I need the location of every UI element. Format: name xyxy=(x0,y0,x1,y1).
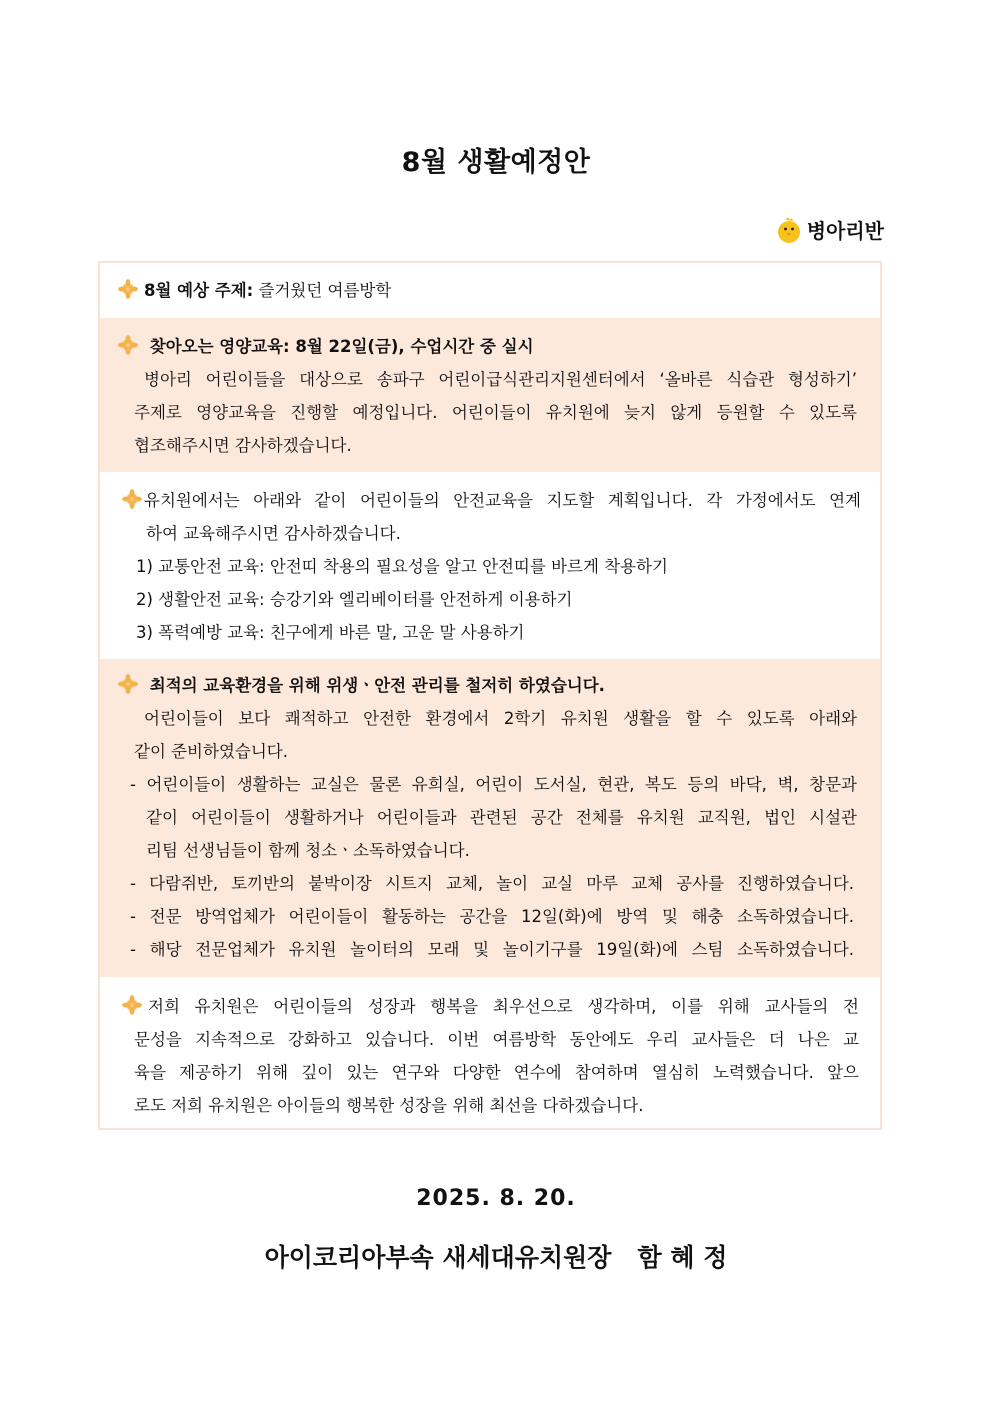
hygiene-line: 같이 어린이들이 생활하거나 어린이들과 관련된 공간 전체를 유치원 교직원, 법인 시설관 xyxy=(146,808,857,827)
hygiene-item: - 해당 전문업체가 유치원 놀이터의 모래 및 놀이기구를 19일(화)에 스팀 소독하였습니다. xyxy=(130,940,854,959)
hygiene-item: - 어린이들이 생활하는 교실은 물론 유희실, 어린이 도서실, 현관, 복도 등의 바닥, 벽, 창문과 xyxy=(130,775,857,794)
nutrition-section xyxy=(100,318,880,472)
content-frame xyxy=(98,261,882,1130)
safety-item: 2) 생활안전 교육: 승강기와 엘리베이터를 안전하게 이용하기 xyxy=(136,590,573,609)
safety-item: 1) 교통안전 교육: 안전띠 착용의 필요성을 알고 안전띠를 바르게 착용하기 xyxy=(136,557,668,576)
signature: 아이코리아부속 새세대유치원장 함 혜 정 xyxy=(264,1243,728,1272)
hygiene-item: - 전문 방역업체가 어린이들이 활동하는 공간을 12일(화)에 방역 및 해충 소독하였습니다. xyxy=(130,907,854,926)
chick-icon xyxy=(775,214,803,244)
safety-section xyxy=(100,472,880,659)
nutrition-line: 병아리 어린이들을 대상으로 송파구 어린이급식관리지원센터에서 ‘올바른 식습관 형성하기’ xyxy=(144,370,857,389)
hygiene-line: 같이 준비하였습니다. xyxy=(134,742,288,761)
hygiene-line: 어린이들이 보다 쾌적하고 안전한 환경에서 2학기 유치원 생활을 할 수 있도록 아래와 xyxy=(144,709,857,728)
theme-label: 8월 예상 주제: xyxy=(144,281,254,300)
teacher-section xyxy=(100,977,880,1128)
star-icon xyxy=(118,335,138,355)
class-name: 병아리반 xyxy=(806,218,884,243)
star-icon xyxy=(118,674,138,694)
hygiene-item: - 다람쥐반, 토끼반의 붙박이장 시트지 교체, 놀이 교실 마루 교체 공사를 진행하였습니다. xyxy=(130,874,854,893)
safety-item: 3) 폭력예방 교육: 친구에게 바른 말, 고운 말 사용하기 xyxy=(136,623,525,642)
nutrition-line: 협조해주시면 감사하겠습니다. xyxy=(134,436,352,455)
star-icon xyxy=(118,279,138,299)
teacher-line: 저희 유치원은 어린이들의 성장과 행복을 최우선으로 생각하며, 이를 위해 교사들의 전 xyxy=(148,997,859,1016)
document-date: 2025. 8. 20. xyxy=(416,1186,576,1211)
hygiene-heading: 최적의 교육환경을 위해 위생ㆍ안전 관리를 철저히 하였습니다. xyxy=(149,676,605,695)
theme-text: 즐거웠던 여름방학 xyxy=(258,281,392,300)
hygiene-section xyxy=(100,659,880,977)
safety-line: 하여 교육해주시면 감사하겠습니다. xyxy=(146,524,401,543)
theme-section xyxy=(100,263,880,318)
teacher-line: 로도 저희 유치원은 아이들의 행복한 성장을 위해 최선을 다하겠습니다. xyxy=(134,1096,644,1115)
teacher-line: 문성을 지속적으로 강화하고 있습니다. 이번 여름방학 동안에도 우리 교사들은 더 나은 교 xyxy=(134,1030,859,1049)
page-title: 8월 생활예정안 xyxy=(401,147,591,178)
nutrition-line: 주제로 영양교육을 진행할 예정입니다. 어린이들이 유치원에 늦지 않게 등원할 수 있도록 xyxy=(134,403,857,422)
hygiene-line: 리팀 선생님들이 함께 청소ㆍ소독하였습니다. xyxy=(146,841,470,860)
star-icon xyxy=(122,995,142,1015)
safety-intro: 유치원에서는 아래와 같이 어린이들의 안전교육을 지도할 계획입니다. 각 가정에서도 연계 xyxy=(144,491,861,510)
nutrition-heading: 찾아오는 영양교육: 8월 22일(금), 수업시간 중 실시 xyxy=(149,337,534,356)
teacher-line: 육을 제공하기 위해 깊이 있는 연구와 다양한 연수에 참여하며 열심히 노력했습니다. 앞으 xyxy=(134,1063,859,1082)
class-label xyxy=(775,214,884,244)
star-icon xyxy=(122,489,142,509)
